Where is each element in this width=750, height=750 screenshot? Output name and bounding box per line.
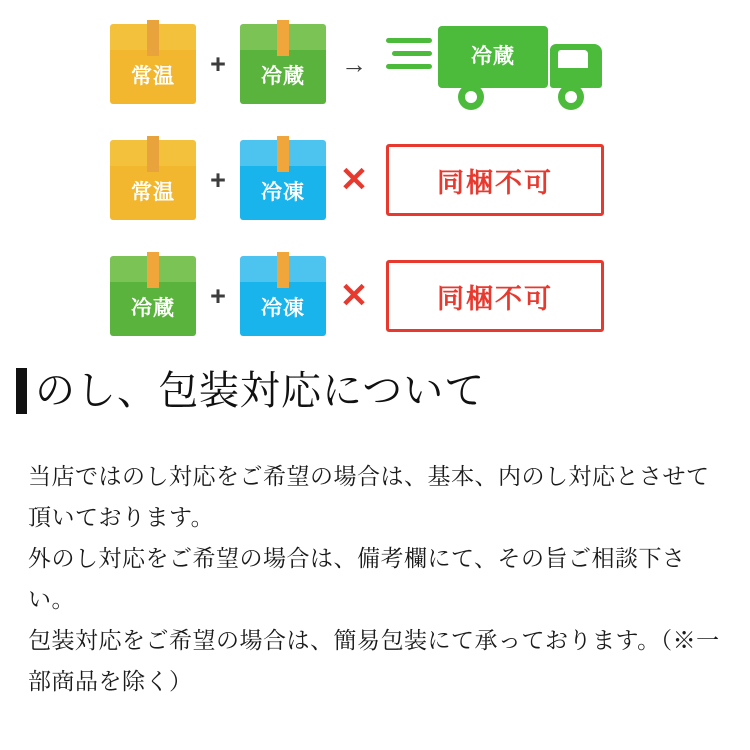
box-label: 冷蔵 (131, 297, 175, 320)
delivery-truck-icon (386, 18, 636, 110)
cross-mark-icon: ✕ (339, 161, 369, 199)
package-box-frozen-icon (240, 256, 326, 336)
box-label: 常温 (131, 65, 175, 88)
plus-icon: + (210, 164, 226, 195)
section-body (28, 456, 728, 702)
truck-window (558, 50, 588, 68)
box-label: 常温 (131, 181, 175, 204)
box-label: 冷凍 (261, 297, 305, 320)
combination-row (110, 14, 750, 114)
package-box-room-temperature-icon (110, 24, 196, 104)
truck-wheel (558, 84, 584, 110)
speed-line (386, 64, 432, 69)
package-box-refrigerated-icon (110, 256, 196, 336)
not-allowed-stamp: 同梱不可 (386, 144, 604, 216)
box-tape (277, 252, 289, 288)
cross-mark-icon: ✕ (339, 277, 369, 315)
shipping-combination-matrix (0, 0, 750, 355)
page-title: のし、包装対応について (35, 369, 486, 413)
truck-wheel (458, 84, 484, 110)
package-box-room-temperature-icon (110, 140, 196, 220)
section-heading (16, 368, 485, 414)
combination-row (110, 130, 750, 230)
box-tape (147, 252, 159, 288)
truck-cargo-label: 冷蔵 (471, 45, 515, 68)
not-allowed-stamp: 同梱不可 (386, 260, 604, 332)
speed-line (392, 51, 432, 56)
box-label: 冷蔵 (261, 65, 305, 88)
box-tape (147, 20, 159, 56)
box-tape (147, 136, 159, 172)
plus-icon: + (210, 48, 226, 79)
box-tape (277, 20, 289, 56)
box-tape (277, 136, 289, 172)
combination-row (110, 246, 750, 346)
arrow-right-icon: → (341, 48, 367, 79)
body-paragraph: 包装対応をご希望の場合は、簡易包装にて承っております。（※一部商品を除く） (28, 627, 720, 694)
package-box-frozen-icon (240, 140, 326, 220)
heading-accent-bar (16, 368, 27, 414)
plus-icon: + (210, 280, 226, 311)
package-box-refrigerated-icon (240, 24, 326, 104)
box-label: 冷凍 (261, 181, 305, 204)
speed-line (386, 38, 432, 43)
body-paragraph: 外のし対応をご希望の場合は、備考欄にて、その旨ご相談下さい。 (28, 545, 686, 612)
body-paragraph: 当店ではのし対応をご希望の場合は、基本、内のし対応とさせて頂いております。 (28, 463, 710, 530)
